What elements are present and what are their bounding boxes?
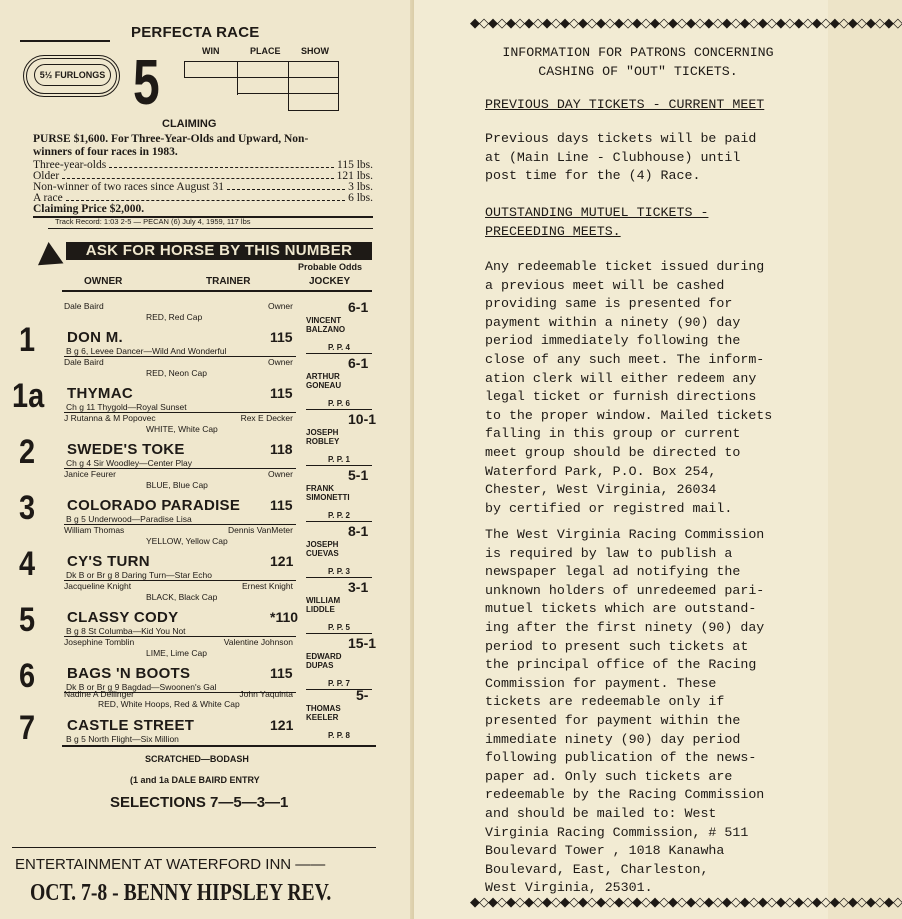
notice-title-line: INFORMATION FOR PATRONS CONCERNING bbox=[502, 45, 774, 60]
entry-number: 3 bbox=[19, 489, 36, 527]
text-line: redeemable by the Racing Commission bbox=[485, 787, 765, 803]
text-line: a previous meet will be cashed bbox=[485, 277, 725, 293]
entry-weight: 115 bbox=[270, 385, 293, 401]
entry-row bbox=[0, 637, 410, 693]
entry-trainer: Owner bbox=[267, 357, 293, 367]
entry-jockey: EDWARD DUPAS bbox=[306, 652, 342, 670]
notice-title-line: CASHING OF "OUT" TICKETS. bbox=[538, 63, 738, 79]
diamond-border-icon: ◆◇◆◇◆◇◆◇◆◇◆◇◆◇◆◇◆◇◆◇◆◇◆◇◆◇◆◇◆◇◆◇◆◇◆◇◆◇◆◇◆◇◆◇◆◇◆◇ bbox=[470, 15, 902, 30]
text-line: falling in this group or current bbox=[485, 426, 741, 442]
bet-box-win bbox=[184, 61, 339, 78]
text-line: Virginia Racing Commission, # 511 bbox=[485, 824, 749, 840]
entry-jockey: THOMAS KEELER bbox=[306, 704, 341, 722]
program-page bbox=[0, 0, 414, 919]
entry-horse-name: CLASSY CODY bbox=[67, 609, 179, 626]
entry-owner: William Thomas bbox=[64, 525, 125, 535]
show-announcement: OCT. 7-8 - BENNY HIPSLEY REV. bbox=[30, 880, 332, 906]
divider bbox=[62, 290, 372, 292]
entry-colors: RED, Neon Cap bbox=[146, 368, 207, 378]
entry-odds: 3-1 bbox=[348, 579, 369, 595]
entry-jockey: ARTHUR GONEAU bbox=[306, 372, 342, 390]
entry-weight: 121 bbox=[270, 553, 294, 569]
entry-row bbox=[0, 689, 410, 745]
text-line: Boulevard, East, Charleston, bbox=[485, 861, 709, 877]
entry-weight: 115 bbox=[270, 497, 293, 513]
bet-col-place: PLACE bbox=[250, 46, 281, 56]
entry-number: 1 bbox=[19, 321, 36, 359]
entry-breeding: Ch g 11 Thygold—Royal Sunset bbox=[66, 402, 187, 412]
text-line: Waterford Park, P.O. Box 254, bbox=[485, 463, 717, 479]
condition-title: CLAIMING bbox=[162, 118, 217, 130]
entry-odds: 5-1 bbox=[348, 467, 369, 483]
entry-breeding: B g 5 North Flight—Six Million bbox=[66, 734, 179, 744]
text-line: immediate ninety (90) day period bbox=[485, 731, 741, 747]
entry-post-position: P. P. 3 bbox=[328, 567, 350, 576]
entry-number: 7 bbox=[19, 709, 36, 747]
entry-row bbox=[0, 301, 410, 357]
bet-col-show: SHOW bbox=[301, 46, 329, 56]
entry-trainer: Dennis VanMeter bbox=[227, 525, 293, 535]
bet-divider-2 bbox=[288, 61, 289, 111]
distance-label: 5½ FURLONGS bbox=[34, 64, 111, 86]
entry-divider bbox=[306, 353, 372, 354]
entry-breeding: Dk B or Br g 8 Daring Turn—Star Echo bbox=[66, 570, 212, 580]
entry-row bbox=[0, 581, 410, 637]
entry-jockey: FRANK SIMONETTI bbox=[306, 484, 350, 502]
entry-divider bbox=[306, 633, 372, 634]
entry-divider bbox=[306, 521, 372, 522]
header-arrow-line bbox=[20, 40, 110, 42]
entry-jockey: WILLIAM LIDDLE bbox=[306, 596, 341, 614]
entry-owner: J Rutanna & M Popovec bbox=[64, 413, 156, 423]
bet-col-win: WIN bbox=[202, 46, 220, 56]
trainer-header: TRAINER bbox=[206, 276, 251, 287]
entry-colors: BLACK, Black Cap bbox=[146, 592, 218, 602]
weight-row: Non-winner of two races since August 31 3 lbs. bbox=[33, 181, 373, 193]
purse-line-2: winners of four races in 1983. bbox=[33, 146, 178, 158]
bet-divider-1 bbox=[237, 61, 238, 95]
entry-odds: 8-1 bbox=[348, 523, 369, 539]
text-line: Boulevard Tower , 1018 Kanawha bbox=[485, 843, 725, 859]
text-line: Chester, West Virginia, 26034 bbox=[485, 482, 717, 498]
entry-row bbox=[0, 413, 410, 469]
jockey-header: JOCKEY bbox=[309, 276, 351, 287]
text-line: unknown holders of unredeemed pari- bbox=[485, 582, 765, 598]
entry-divider bbox=[306, 465, 372, 466]
entry-horse-name: CASTLE STREET bbox=[67, 717, 195, 734]
entry-jockey: JOSEPH ROBLEY bbox=[306, 428, 340, 446]
weight-row: A race 6 lbs. bbox=[33, 192, 373, 204]
race-number: 5 bbox=[133, 46, 160, 118]
entry-trainer: Owner bbox=[267, 469, 293, 479]
diamond-border-icon: ◆◇◆◇◆◇◆◇◆◇◆◇◆◇◆◇◆◇◆◇◆◇◆◇◆◇◆◇◆◇◆◇◆◇◆◇◆◇◆◇◆◇◆◇◆◇◆◇ bbox=[470, 894, 902, 909]
entry-jockey: VINCENT BALZANO bbox=[306, 316, 346, 334]
entry-post-position: P. P. 6 bbox=[328, 399, 350, 408]
entry-trainer: Ernest Knight bbox=[241, 581, 293, 591]
section2-body bbox=[485, 258, 820, 518]
purse-line-1: PURSE $1,600. For Three-Year-Olds and Upward, Non- bbox=[33, 133, 309, 145]
entry-owner: Dale Baird bbox=[64, 357, 104, 367]
notice-title bbox=[478, 44, 798, 81]
text-line: following publication of the news- bbox=[485, 750, 757, 766]
text-line: close of any such meet. The inform- bbox=[485, 351, 765, 367]
entry-post-position: P. P. 5 bbox=[328, 623, 350, 632]
entry-row bbox=[0, 525, 410, 581]
text-line: Previous days tickets will be paid bbox=[485, 131, 757, 146]
entry-divider bbox=[306, 409, 372, 410]
entry-colors: RED, Red Cap bbox=[146, 312, 203, 322]
entry-post-position: P. P. 4 bbox=[328, 343, 350, 352]
entry-trainer: Owner bbox=[267, 301, 293, 311]
owner-header: OWNER bbox=[84, 276, 123, 287]
entry-post-position: P. P. 7 bbox=[328, 679, 350, 688]
entry-trainer: Valentine Johnson bbox=[223, 637, 293, 647]
entry-weight: 115 bbox=[270, 665, 293, 681]
text-line: post time for the (4) Race. bbox=[485, 168, 701, 184]
entry-horse-name: DON M. bbox=[67, 329, 123, 346]
entry-breeding: B g 5 Underwood—Paradise Lisa bbox=[66, 514, 192, 524]
text-line: is required by law to publish a bbox=[485, 545, 733, 561]
entry-divider bbox=[306, 577, 372, 578]
entry-colors: WHITE, White Cap bbox=[146, 424, 218, 434]
track-record: Track Record: 1:03 2-5 — PECAN (6) July 4, 1959, 117 lbs bbox=[55, 217, 251, 226]
text-line: tickets are redeemable only if bbox=[485, 694, 725, 710]
scratched-note: SCRATCHED—BODASH bbox=[145, 754, 249, 764]
entry-weight: 115 bbox=[270, 329, 293, 345]
entry-number: 5 bbox=[19, 601, 36, 639]
entry-post-position: P. P. 2 bbox=[328, 511, 350, 520]
entry-number: 1a bbox=[12, 377, 45, 415]
entry-number: 2 bbox=[19, 433, 36, 471]
entry-owner: Janice Feurer bbox=[64, 469, 116, 479]
probable-odds-header: Probable Odds bbox=[298, 262, 363, 272]
text-line: payment within a ninety (90) day bbox=[485, 314, 741, 330]
entry-owner: Jacqueline Knight bbox=[64, 581, 132, 591]
entry-note: (1 and 1a DALE BAIRD ENTRY bbox=[130, 775, 260, 785]
entry-horse-name: THYMAC bbox=[67, 385, 133, 402]
entry-trainer: Rex E Decker bbox=[240, 413, 293, 423]
entry-owner: Nadine A Dellinger bbox=[64, 689, 134, 699]
entry-weight: 121 bbox=[270, 717, 294, 733]
entry-row bbox=[0, 357, 410, 413]
entry-odds: 15-1 bbox=[348, 635, 377, 651]
bet-box-show bbox=[288, 93, 339, 111]
entry-owner: Josephine Tomblin bbox=[64, 637, 135, 647]
claiming-price: Claiming Price $2,000. bbox=[33, 203, 145, 215]
entry-colors: YELLOW, Yellow Cap bbox=[146, 536, 228, 546]
entry-horse-name: CY'S TURN bbox=[67, 553, 150, 570]
text-line: by certified or registred mail. bbox=[485, 500, 733, 516]
purse-conditions bbox=[33, 133, 373, 159]
text-line: presented for payment within the bbox=[485, 712, 741, 728]
entry-number: 4 bbox=[19, 545, 36, 583]
entry-weight: *110 bbox=[270, 609, 299, 625]
text-line: the principal office of the Racing bbox=[485, 657, 757, 673]
entry-horse-name: BAGS 'N BOOTS bbox=[67, 665, 191, 682]
text-line: Any redeemable ticket issued during bbox=[485, 259, 765, 274]
entry-number: 6 bbox=[19, 657, 36, 695]
entry-breeding: Ch g 4 Sir Woodley—Center Play bbox=[66, 458, 192, 468]
entry-breeding: B g 6, Levee Dancer—Wild And Wonderful bbox=[66, 346, 227, 356]
entry-horse-name: SWEDE'S TOKE bbox=[67, 441, 185, 458]
text-line: period immediately following the bbox=[485, 333, 741, 349]
entry-colors: RED, White Hoops, Red & White Cap bbox=[98, 699, 240, 709]
entry-owner: Dale Baird bbox=[64, 301, 104, 311]
text-line: mutuel tickets which are outstand- bbox=[485, 601, 757, 617]
text-line: period to present such tickets at bbox=[485, 638, 749, 654]
entry-post-position: P. P. 8 bbox=[328, 731, 350, 740]
entry-colors: BLUE, Blue Cap bbox=[146, 480, 208, 490]
arrow-down-icon bbox=[31, 242, 64, 276]
divider bbox=[48, 228, 373, 229]
section1-body bbox=[485, 130, 820, 186]
entry-jockey: JOSEPH CUEVAS bbox=[306, 540, 339, 558]
weight-row: Three-year-olds 115 lbs. bbox=[33, 159, 373, 171]
weight-row: Older 121 lbs. bbox=[33, 170, 373, 182]
text-line: providing same is presented for bbox=[485, 296, 733, 312]
text-line: newspaper legal ad notifying the bbox=[485, 564, 741, 580]
text-line: West Virginia, 25301. bbox=[485, 880, 653, 896]
entry-horse-name: COLORADO PARADISE bbox=[67, 497, 241, 514]
entry-odds: 6-1 bbox=[348, 299, 369, 315]
divider bbox=[12, 847, 376, 848]
race-type-title: PERFECTA RACE bbox=[131, 24, 260, 41]
entertainment-line: ENTERTAINMENT AT WATERFORD INN —— bbox=[15, 856, 326, 873]
entry-odds: 6-1 bbox=[348, 355, 369, 371]
text-line: paper ad. Only such tickets are bbox=[485, 768, 733, 784]
section1-heading: PREVIOUS DAY TICKETS - CURRENT MEET bbox=[485, 97, 765, 112]
entry-breeding: Dk B or Br g 9 Bagdad—Swoonen's Gal bbox=[66, 682, 217, 692]
text-line: legal ticket or furnish directions bbox=[485, 389, 757, 405]
text-line: at (Main Line - Clubhouse) until bbox=[485, 149, 741, 165]
entry-row bbox=[0, 469, 410, 525]
text-line: meet group should be directed to bbox=[485, 444, 741, 460]
entry-weight: 118 bbox=[270, 441, 293, 457]
section2-heading: OUTSTANDING MUTUEL TICKETS - PRECEEDING MEETS. bbox=[485, 205, 709, 239]
text-line: to the proper window. Mailed tickets bbox=[485, 407, 773, 423]
text-line: Commission for payment. These bbox=[485, 675, 717, 691]
entry-post-position: P. P. 1 bbox=[328, 455, 350, 464]
ask-banner: ASK FOR HORSE BY THIS NUMBER bbox=[66, 242, 372, 260]
entry-odds: 10-1 bbox=[348, 411, 377, 427]
text-line: The West Virginia Racing Commission bbox=[485, 527, 765, 542]
section3-body bbox=[485, 526, 820, 898]
text-line: ation clerk will either redeem any bbox=[485, 370, 757, 386]
selections: SELECTIONS 7—5—3—1 bbox=[110, 794, 289, 811]
text-line: and should be mailed to: West bbox=[485, 805, 717, 821]
entry-colors: LIME, Lime Cap bbox=[146, 648, 207, 658]
entry-trainer: John Yaquinta bbox=[239, 689, 293, 699]
divider bbox=[62, 745, 376, 747]
text-line: ing after the first ninety (90) day bbox=[485, 619, 765, 635]
entry-odds: 5- bbox=[356, 687, 369, 703]
entry-breeding: B g 8 St Columba—Kid You Not bbox=[66, 626, 186, 636]
